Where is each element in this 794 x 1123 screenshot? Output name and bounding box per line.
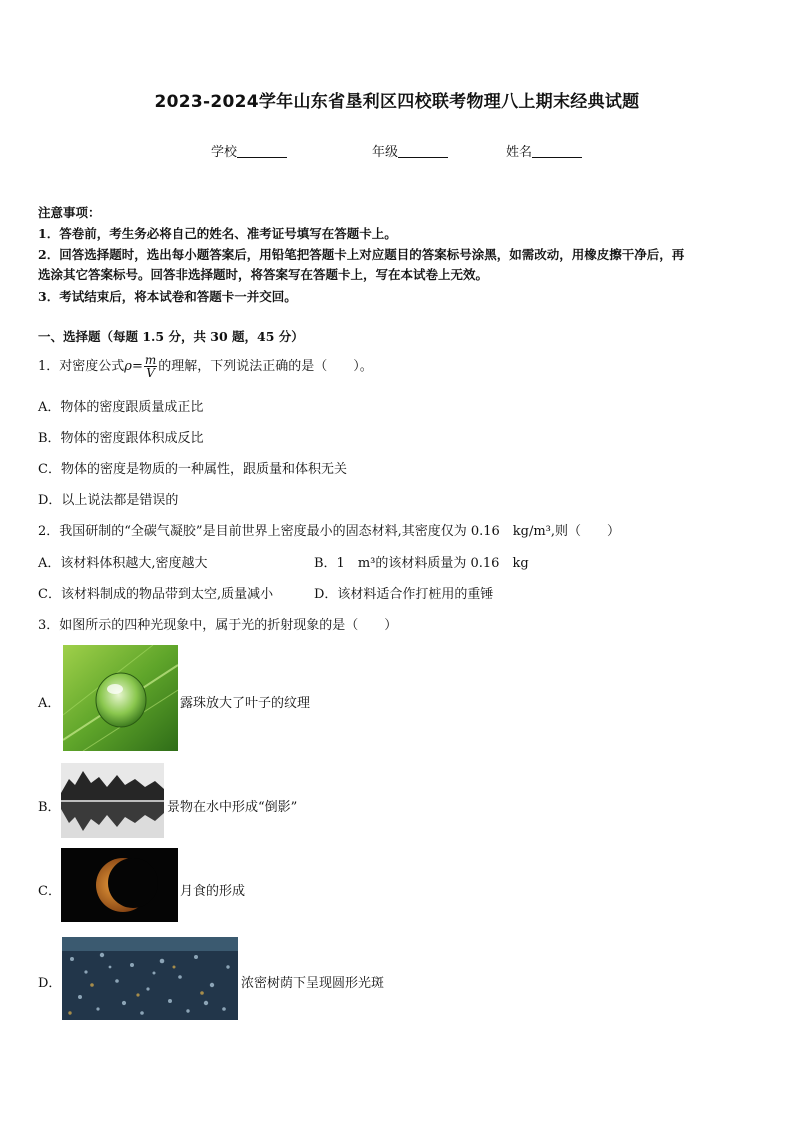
q1-denominator: V [146,366,155,380]
q1-equals: = [131,359,143,374]
page-title: 2023-2024学年山东省垦利区四校联考物理八上期末经典试题 [154,92,640,112]
name-label: 姓名 [506,145,533,160]
q1-rho: ρ [124,359,132,374]
q2-option-d[interactable]: D．该材料适合作打桩用的重锤 [314,587,494,602]
dewdrop-leaf-image [63,645,178,751]
name-blank [532,145,582,158]
q3-option-b-label[interactable]: B． [38,800,61,815]
q2-option-a[interactable]: A．该材料体积越大,密度越大 [38,556,208,571]
grade-field [372,141,448,160]
q2-option-c[interactable]: C．该材料制成的物品带到太空,质量减小 [38,587,274,602]
q3-option-c-label[interactable]: C． [38,884,61,899]
q3-option-a-label[interactable]: A． [38,696,61,711]
q3-option-d-text: 浓密树荫下呈现圆形光斑 [241,976,385,991]
tree-shade-light-spots-image [62,937,238,1020]
notice-item-2-line-1: 2．回答选择题时，选出每小题答案后，用铅笔把答题卡上对应题目的答案标号涂黑，如需改动，用橡皮擦干净后，再 [38,247,685,262]
notice-heading: 注意事项： [38,205,101,220]
question-1-stem [38,354,373,379]
school-blank [237,145,287,158]
q3-option-a-text: 露珠放大了叶子的纹理 [180,696,311,711]
q1-option-d[interactable]: D．以上说法都是错误的 [38,493,179,508]
school-label: 学校 [211,145,238,160]
name-field [506,141,582,160]
q1-prefix: 1．对密度公式 [38,359,125,374]
question-3-stem: 3．如图所示的四种光现象中，属于光的折射现象的是（ ） [38,618,398,633]
q2-option-b[interactable]: B．1 m³的该材料质量为 0.16 kg [314,556,529,571]
q1-suffix: 的理解，下列说法正确的是（ ）。 [158,359,373,374]
question-2-stem: 2．我国研制的“全碳气凝胶”是目前世界上密度最小的固态材料,其密度仅为 0.16 kg/m³,则（ ） [38,524,621,539]
section-1-heading: 一、选择题（每题 1.5 分，共 30 题，45 分） [38,329,304,344]
lunar-eclipse-image [61,848,178,922]
grade-blank [398,145,448,158]
school-field [211,141,287,160]
q1-option-c[interactable]: C．物体的密度是物质的一种属性，跟质量和体积无关 [38,462,347,477]
notice-item-2-line-2: 选涂其它答案标号。回答非选择题时，将答案写在答题卡上，写在本试卷上无效。 [38,267,489,282]
q3-option-b-text: 景物在水中形成“倒影” [167,800,298,815]
q1-numerator: m [144,353,157,367]
grade-label: 年级 [372,145,399,160]
water-reflection-image [61,763,164,838]
q1-option-b[interactable]: B．物体的密度跟体积成反比 [38,431,204,446]
q1-option-a[interactable]: A．物体的密度跟质量成正比 [38,400,204,415]
density-formula-fraction [144,354,157,379]
notice-item-1: 1．答卷前，考生务必将自己的姓名、准考证号填写在答题卡上。 [38,226,397,241]
q3-option-d-label[interactable]: D． [38,976,62,991]
notice-item-3: 3．考试结束后，将本试卷和答题卡一并交回。 [38,289,297,304]
q3-option-c-text: 月食的形成 [180,884,246,899]
